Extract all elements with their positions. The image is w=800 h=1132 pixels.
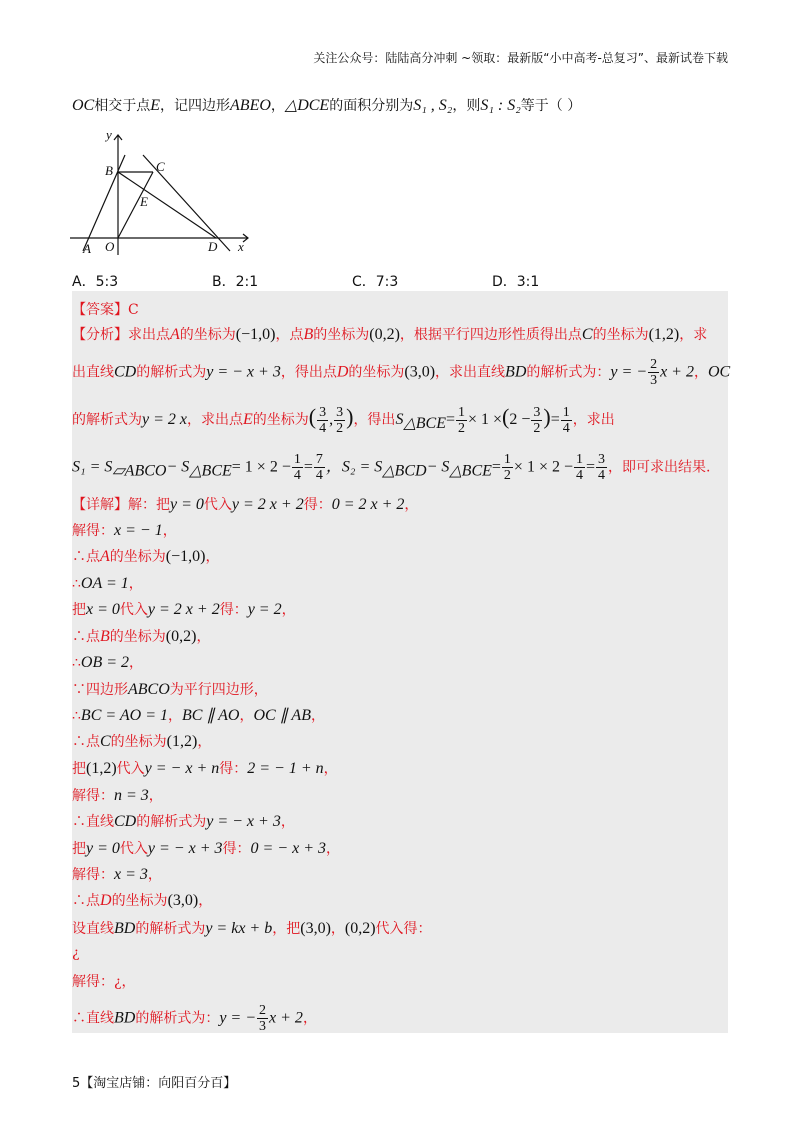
analysis-line-2: 出直线CD的解析式为y = − x + 3，得出点D的坐标为(3,0)，求出直线BD的解析式为：y = − $\frac{2}{3}$ x + 2，OC bbox=[72, 357, 731, 388]
detail-line-11: 把(1,2)代入y = − x + n得：2 = − 1 + n， bbox=[72, 760, 338, 777]
analysis-line-4: $S_1 = S_{▱ABCO}- S_{\triangle BCE}= 1 \times 2$ − $\frac{1}{4}$ = $\frac{7}{4}$ ，$S_2 = S_{\triangle BCD}- S_{\triangle BCE}=$ $\frac{1}{2}$ × 1 × 2 − $\frac{1}{4}$ = $\frac{3}{4}$ ，即可求出结果. bbox=[72, 452, 711, 483]
fraction: $\frac{3}{2}$ bbox=[336, 404, 344, 436]
fraction: $\frac{1}{4}$ bbox=[576, 452, 583, 483]
detail-line-5: 把x = 0代入y = 2 x + 2得：y = 2， bbox=[72, 601, 296, 618]
detail-line-13: ∴直线CD的解析式为y = − x + 3， bbox=[72, 813, 295, 830]
analysis-line-3: 的解析式为y = 2 x，求出点E的坐标为( $\frac{3}{4}$ , $\frac{3}{2}$ )，得出$S_{\triangle BCE}=$ $\frac{1}{2}$ × 1 ×(2 − $\frac{3}{2}$ )= $\frac{1}{4}$ ，求出 bbox=[72, 404, 615, 436]
label-x: x bbox=[238, 239, 244, 254]
detail-line-7: ∴OB = 2， bbox=[72, 654, 144, 671]
question-text: OC相交于点E，记四边形ABEO，△DCE的面积分别为S₁ , S₂，则S₁ : S₂等于（ ） bbox=[72, 97, 582, 114]
fraction: $\frac{2}{3}$ bbox=[259, 1003, 267, 1034]
detail-line-8: ∵四边形ABCO为平行四边形， bbox=[72, 681, 268, 698]
option-d[interactable]: D．3:1 bbox=[492, 274, 540, 290]
detail-line-3: ∴点A的坐标为(−1,0)， bbox=[72, 548, 220, 565]
detail-line-1: 【详解】解：把y = 0代入y = 2 x + 2得：0 = 2 x + 2， bbox=[72, 496, 419, 513]
detail-line-6: ∴点B的坐标为(0,2)， bbox=[72, 628, 211, 645]
page-footer: 5【淘宝店铺：向阳百分百】 bbox=[72, 1076, 237, 1091]
label-y: y bbox=[106, 127, 112, 142]
label-c: C bbox=[156, 159, 165, 174]
fraction: $\frac{3}{4}$ bbox=[319, 404, 327, 436]
option-a[interactable]: A．5:3 bbox=[72, 274, 119, 290]
detail-line-15: 解得：x = 3， bbox=[72, 866, 162, 883]
label-b: B bbox=[105, 163, 113, 178]
fraction: $\frac{1}{2}$ bbox=[458, 404, 465, 436]
detail-line-9: ∴BC = AO = 1，BC ∥ AO，OC ∥ AB， bbox=[72, 707, 325, 724]
detail-line-17: 设直线BD的解析式为y = kx + b，把(3,0)，(0,2)代入得： bbox=[72, 920, 432, 937]
fraction: $\frac{1}{2}$ bbox=[503, 452, 511, 483]
detail-line-2: 解得：x = − 1， bbox=[72, 522, 177, 539]
fraction: $\frac{3}{2}$ bbox=[533, 404, 541, 436]
detail-line-19: 解得：¿， bbox=[72, 974, 136, 990]
detail-line-10: ∴点C的坐标为(1,2)， bbox=[72, 733, 212, 750]
label-d: D bbox=[208, 239, 218, 254]
geometry-figure bbox=[70, 125, 250, 260]
fraction: $\frac{2}{3}$ bbox=[650, 357, 658, 388]
detail-line-4: ∴OA = 1， bbox=[72, 575, 143, 592]
label-e: E bbox=[140, 194, 148, 209]
fraction: $\frac{3}{4}$ bbox=[598, 452, 606, 483]
label-o: O bbox=[105, 239, 115, 254]
detail-line-16: ∴点D的坐标为(3,0)， bbox=[72, 892, 213, 909]
option-c[interactable]: C．7:3 bbox=[352, 274, 399, 290]
option-b[interactable]: B．2:1 bbox=[212, 274, 259, 290]
detail-line-14: 把y = 0代入y = − x + 3得：0 = − x + 3， bbox=[72, 840, 340, 857]
detail-line-12: 解得：n = 3， bbox=[72, 787, 163, 804]
page-header: 关注公众号：陆陆高分冲刺 ~领取：最新版“小中高考-总复习”、最新试卷下载 bbox=[313, 51, 728, 65]
analysis-line-1: 【分析】求出点A的坐标为(−1,0)，点B的坐标为(0,2)，根据平行四边形性质得出点C的坐标为(1,2)，求 bbox=[72, 326, 708, 343]
answer-line: 【答案】C bbox=[72, 302, 139, 318]
fraction: $\frac{1}{4}$ bbox=[293, 452, 301, 483]
fraction: $\frac{1}{4}$ bbox=[562, 404, 570, 436]
label-a: A bbox=[83, 241, 91, 256]
detail-line-20: ∴直线BD的解析式为：y = − $\frac{2}{3}$ x + 2， bbox=[72, 1003, 317, 1034]
detail-line-18: ¿ bbox=[72, 945, 80, 961]
fraction: $\frac{7}{4}$ bbox=[315, 452, 323, 483]
